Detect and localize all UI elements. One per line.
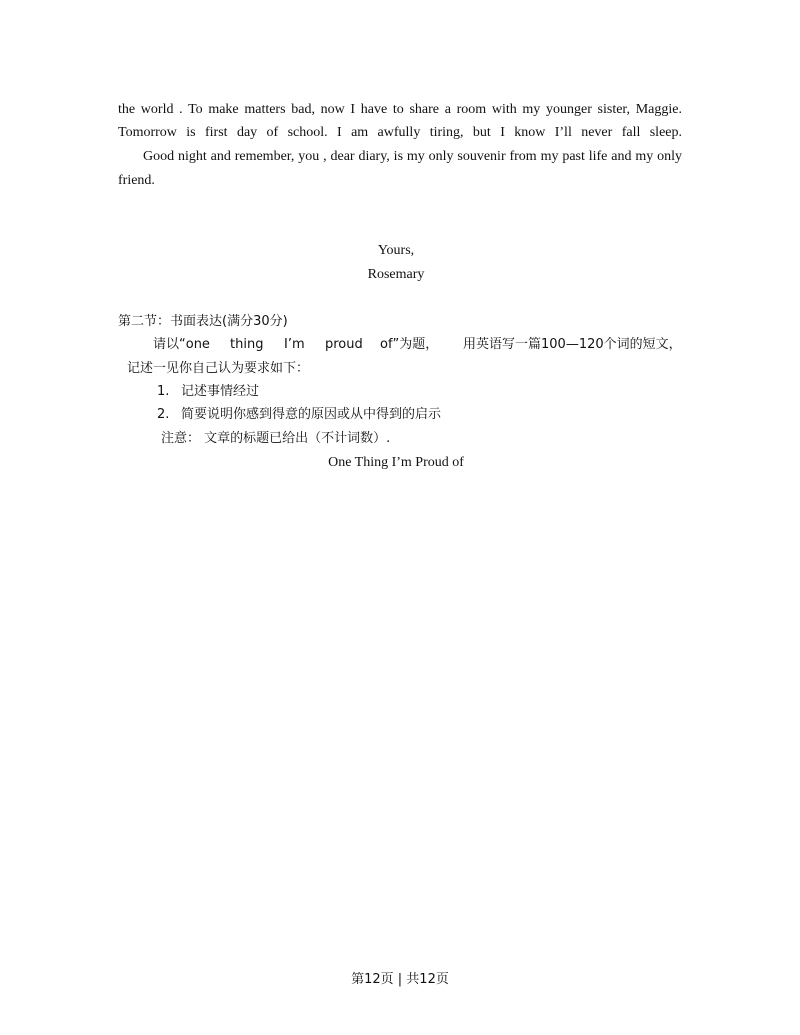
requirement-text: 记述事情经过 xyxy=(181,384,260,399)
letter-closing: Yours, xyxy=(377,243,415,258)
section-heading: 第二节：书面表达(满分30分) xyxy=(118,314,288,329)
letter-line-4: friend. xyxy=(118,173,155,188)
requirement-text: 简要说明你感到得意的原因或从中得到的启示 xyxy=(181,407,442,422)
essay-title: One Thing I’m Proud of xyxy=(328,455,464,470)
letter-signature: Rosemary xyxy=(367,267,425,282)
letter-line-2: Tomorrow is first day of school. I am awfully tiring, but I know I’ll never fall sleep. xyxy=(118,125,682,140)
prompt-word: 用英语写一篇100—120个词的短文， xyxy=(463,337,682,352)
prompt-word: proud xyxy=(325,337,363,352)
prompt-word: I’m xyxy=(284,337,305,352)
prompt-word: 请以“one xyxy=(153,337,210,352)
letter-line-3: Good night and remember, you , dear diary, is my only souvenir from my past life and my only xyxy=(143,149,682,164)
requirement-number: 2. xyxy=(157,407,170,422)
prompt-word: thing xyxy=(230,337,264,352)
prompt-line-1 xyxy=(153,336,683,354)
requirement-number: 1. xyxy=(157,384,170,399)
note-text: 注意： 文章的标题已给出（不计词数）. xyxy=(161,431,391,446)
prompt-word: of”为题， xyxy=(380,337,439,352)
prompt-line-2: 记述一见你自己认为要求如下： xyxy=(127,361,310,376)
page-footer: 第12页 | 共12页 xyxy=(351,972,449,987)
letter-line-1: the world . To make matters bad, now I have to share a room with my younger sister, Maggie. xyxy=(118,102,682,117)
